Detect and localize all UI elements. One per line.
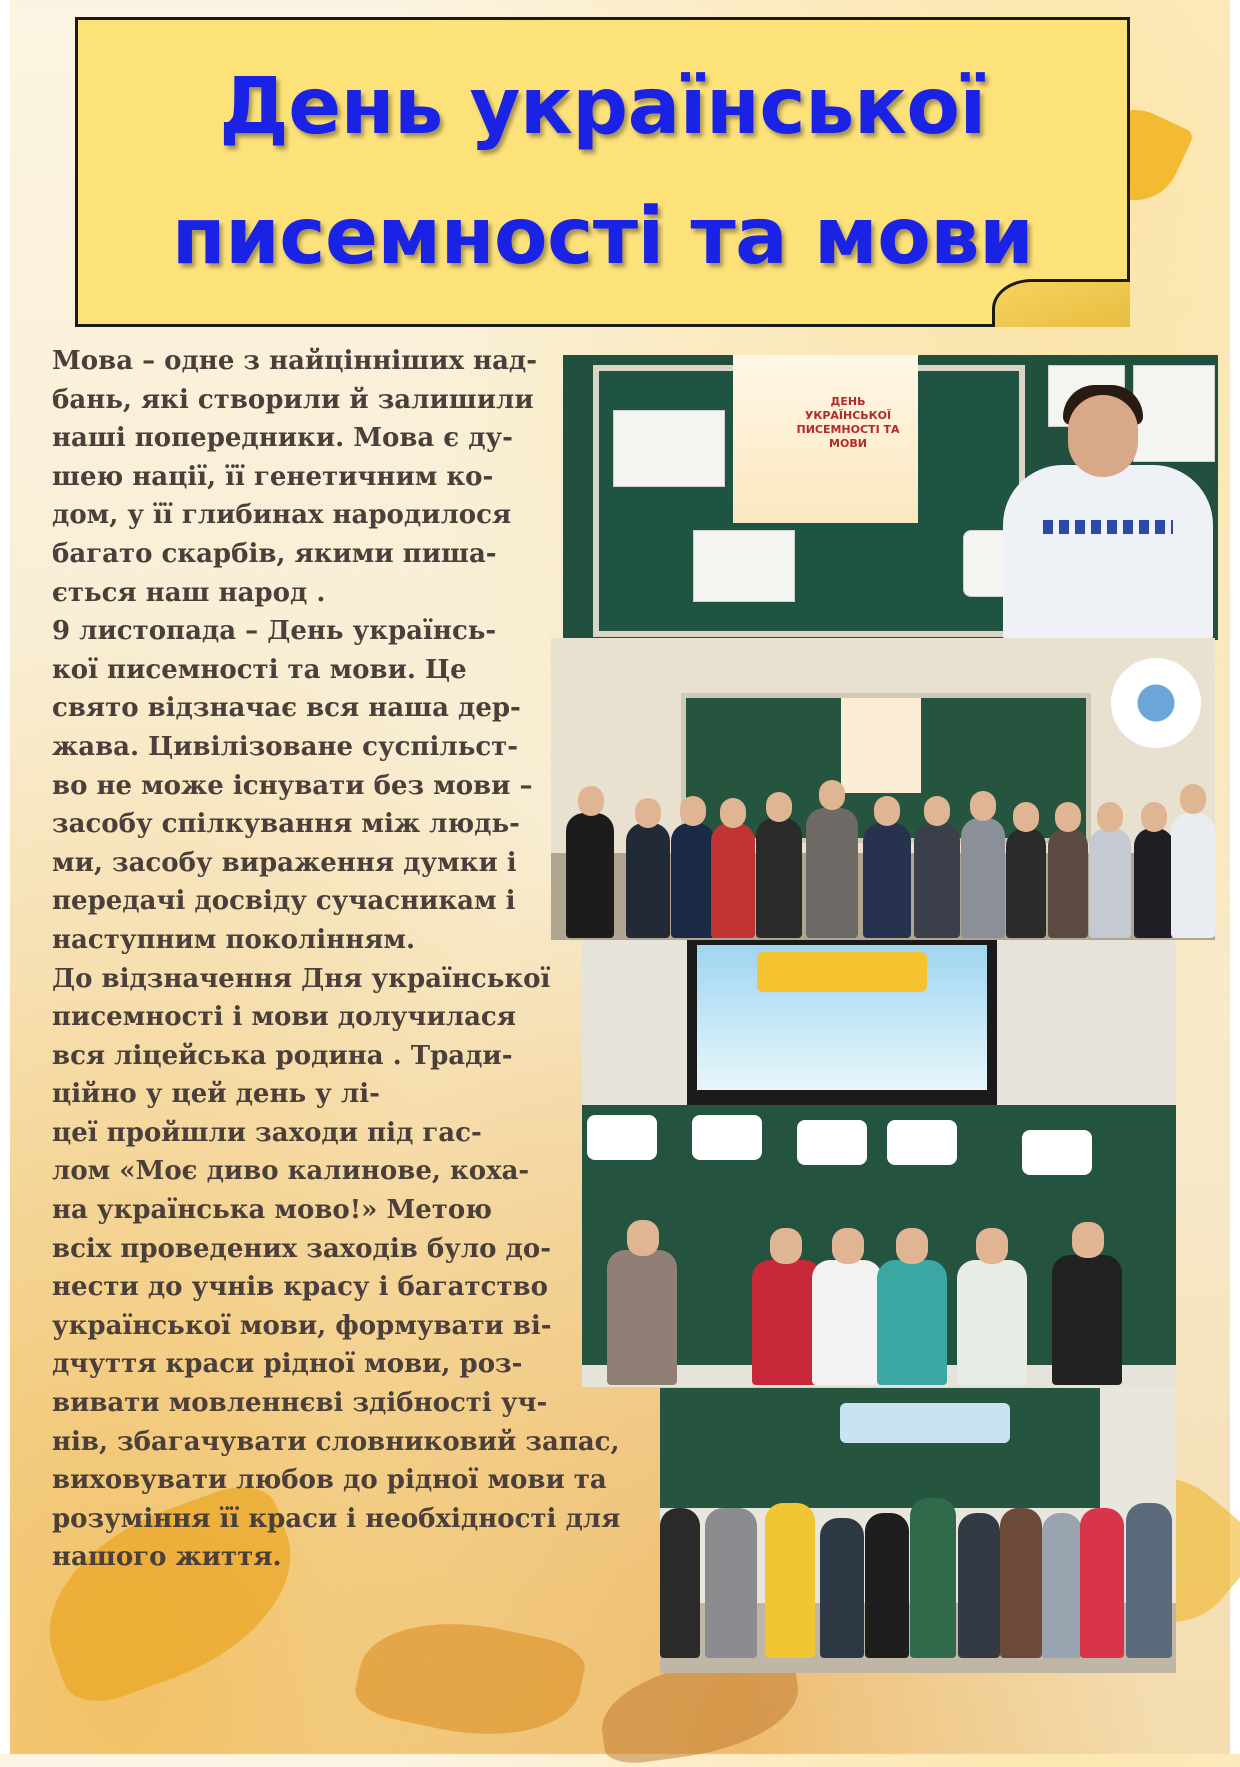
student-head <box>970 791 996 821</box>
student-figure <box>1080 1508 1124 1658</box>
student-figure <box>910 1498 956 1658</box>
slide-title-banner <box>757 952 927 992</box>
article-line: лом «Моє диво калинове, коха- <box>52 1156 530 1187</box>
student-figure <box>705 1508 757 1658</box>
page-edge-right <box>1230 0 1240 1754</box>
student-figure <box>865 1513 909 1658</box>
flower-decoration <box>1111 658 1201 748</box>
article-line: жава. Цивілізоване суспільст- <box>52 731 519 762</box>
page-edge-left <box>0 0 10 1754</box>
paper-card <box>797 1120 867 1165</box>
student-head <box>766 792 792 822</box>
article-line: дом, у її глибинах народилося <box>52 500 512 531</box>
article-line: наступним поколінням. <box>52 924 416 955</box>
paper-card <box>587 1115 657 1160</box>
student-figure <box>566 813 614 938</box>
article-line: вся ліцейська родина . Тради- <box>52 1040 513 1071</box>
paper-sheet <box>613 410 725 487</box>
student-head <box>819 780 845 810</box>
student-head <box>1141 802 1167 832</box>
article-line: Мова – одне з найцінніших над- <box>52 346 538 376</box>
photo-group-boys <box>551 638 1215 940</box>
paper-card <box>1022 1130 1092 1175</box>
title-line-1: День української <box>219 62 986 152</box>
student-figure <box>607 1250 677 1385</box>
paper-sheet <box>693 530 795 602</box>
article-line: 9 листопада – День українсь- <box>52 616 497 647</box>
student-figure <box>957 1260 1027 1385</box>
student-figure <box>711 823 755 938</box>
student-head <box>680 796 706 826</box>
student-figure <box>765 1503 815 1658</box>
student-head <box>770 1228 802 1264</box>
article-line: писемності і мови долучилася <box>52 1002 516 1033</box>
photo-class-with-screen <box>582 940 1176 1387</box>
article-line: ційно у цей день у лі- <box>52 1079 380 1110</box>
student-head <box>1072 1222 1104 1258</box>
student-head <box>1013 802 1039 832</box>
paper-sheet <box>1133 365 1215 462</box>
teacher-head <box>1180 784 1206 814</box>
article-line: во не може існувати без мови – <box>52 770 533 801</box>
article-line: багато скарбів, якими пиша- <box>52 538 497 569</box>
article-line: кої писемності та мови. Це <box>52 654 467 685</box>
student-head <box>720 798 746 828</box>
student-figure <box>806 808 858 938</box>
article-line: передачі досвіду сучасникам і <box>52 886 516 917</box>
holiday-poster <box>841 698 921 793</box>
student-figure <box>863 823 911 938</box>
student-figure <box>958 1513 1000 1658</box>
page-curl-corner <box>992 279 1130 327</box>
student-figure <box>1042 1513 1082 1658</box>
student-figure <box>626 823 670 938</box>
article-line: свято відзначає вся наша дер- <box>52 693 521 724</box>
paper-card <box>692 1115 762 1160</box>
student-figure <box>1134 828 1174 938</box>
student-figure <box>877 1260 947 1385</box>
photo-teacher-at-board <box>563 355 1218 640</box>
article-line: До відзначення Дня української <box>52 963 551 994</box>
embroidery-pattern <box>1043 520 1173 534</box>
student-figure <box>1006 828 1046 938</box>
student-head <box>874 796 900 826</box>
student-figure <box>961 818 1005 938</box>
article-line: нашого життя. <box>52 1542 282 1573</box>
photo-large-group <box>660 1388 1176 1673</box>
student-head <box>627 1220 659 1256</box>
student-head <box>832 1228 864 1264</box>
student-figure <box>914 823 960 938</box>
article-line: вивати мовленнєві здібності уч- <box>52 1388 548 1419</box>
student-figure <box>1000 1508 1042 1658</box>
article-line: засобу спілкування між людь- <box>52 809 520 840</box>
student-figure <box>1052 1255 1122 1385</box>
article-line: всіх проведених заходів було до- <box>52 1233 552 1264</box>
title-banner <box>75 17 1130 327</box>
page-title <box>172 42 1034 302</box>
student-head <box>1097 802 1123 832</box>
article-line: цеї пройшли заходи під гас- <box>52 1117 482 1148</box>
student-figure <box>1048 828 1088 938</box>
title-line-2: писемності та мови <box>171 192 1034 282</box>
student-figure <box>820 1518 864 1658</box>
article-line: на українська мово!» Метою <box>52 1195 492 1226</box>
student-head <box>976 1228 1008 1264</box>
teacher-figure <box>1003 465 1213 640</box>
article-line: нів, збагачувати словниковий запас, <box>52 1426 620 1457</box>
student-figure <box>1089 828 1131 938</box>
poster-caption: ДЕНЬ УКРАЇНСЬКОЇ ПИСЕМНОСТІ ТА МОВИ <box>796 395 900 450</box>
student-head <box>578 786 604 816</box>
article-line: розуміння її краси і необхідності для <box>52 1503 621 1534</box>
article-line: ється наш народ . <box>52 577 326 608</box>
student-head <box>635 798 661 828</box>
article-line: шею нації, її генетичним ко- <box>52 461 494 492</box>
teacher-face <box>1068 395 1138 477</box>
article-line: наші попередники. Мова є ду- <box>52 423 513 454</box>
article-line: бань, які створили й залишили <box>52 384 534 415</box>
student-figure <box>660 1508 700 1658</box>
holiday-banner <box>840 1403 1010 1443</box>
teacher-figure <box>1171 813 1215 938</box>
article-line: дчуття краси рідної мови, роз- <box>52 1349 523 1380</box>
article-line: ми, засобу вираження думки і <box>52 847 517 878</box>
article-line: нести до учнів красу і багатство <box>52 1272 548 1303</box>
paper-card <box>887 1120 957 1165</box>
student-figure <box>812 1260 882 1385</box>
student-head <box>896 1228 928 1264</box>
student-figure <box>671 823 715 938</box>
student-figure <box>1126 1503 1172 1658</box>
student-head <box>924 796 950 826</box>
article-text <box>52 342 652 1577</box>
autumn-leaf-decoration <box>351 1602 589 1755</box>
student-figure <box>756 818 802 938</box>
article-line: виховувати любов до рідної мови та <box>52 1465 607 1496</box>
article-line: української мови, формувати ві- <box>52 1310 552 1341</box>
student-head <box>1055 802 1081 832</box>
